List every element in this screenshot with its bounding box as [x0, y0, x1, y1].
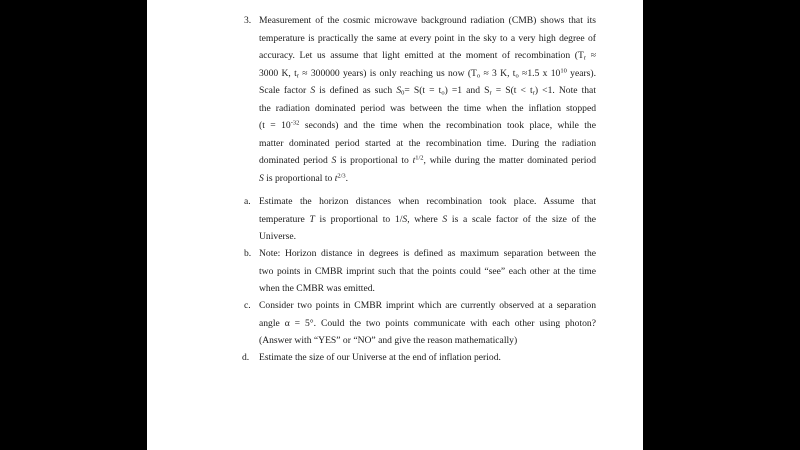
intro-line-9: dominated period S is proportional to $t^{1/2}$, while during the matter dominated period: [259, 154, 596, 166]
problem-intro: [259, 12, 596, 187]
subquestion-d-line-1: Estimate the size of our Universe at the end of inflation period.: [259, 352, 501, 363]
intro-line-6: the radiation dominated period was between the time when the inflation stopped: [259, 102, 596, 114]
intro-line-2: temperature is practically the same at every point in the sky to a very high degree of: [259, 32, 596, 44]
subquestion-a-line-1: Estimate the horizon distances when recombination took place. Assume that: [259, 196, 596, 207]
subquestion-b: [259, 245, 596, 298]
subquestion-d: [259, 349, 596, 367]
subquestion-a: [259, 193, 596, 246]
subquestion-b-line-2: two points in CMBR imprint such that the points could “see” each other at the time: [259, 265, 596, 277]
subquestion-a-line-3: Universe.: [259, 231, 297, 242]
subquestion-c-label: c.: [244, 300, 251, 311]
subquestion-c-line-2: angle α = 5°. Could the two points communicate with each other using photon?: [259, 317, 596, 329]
intro-line-5: Scale factor S is defined as such $S_0= S(t = t_o) =1$ and $S_r = S(t < t_r) <1$. Note that: [259, 85, 596, 97]
intro-line-1: Measurement of the cosmic microwave background radiation (CMB) shows that its: [259, 15, 596, 26]
intro-line-8: matter dominated period started at the recombination time. During the radiation: [259, 137, 596, 149]
subquestion-b-line-3: when the CMBR was emitted.: [259, 283, 375, 294]
subquestion-c: [259, 297, 596, 350]
subquestion-b-label: b.: [244, 248, 252, 259]
subquestion-b-line-1: Note: Horizon distance in degrees is defined as maximum separation between the: [259, 248, 596, 259]
subquestion-c-line-1: Consider two points in CMBR imprint which are currently observed at a separation: [259, 300, 596, 311]
subquestion-c-line-3: (Answer with “YES” or “NO” and give the reason mathematically): [259, 335, 518, 346]
intro-line-7: ($t = 10^{-32}$ seconds) and the time when the recombination took place, while the: [259, 119, 596, 131]
intro-line-4: 3000 K, $t_r \approx 300000$ years) is only reaching us now ($T_o \approx 3$ K, $t_o \approx 1.5$ x $10^{10}$ years).: [259, 67, 596, 79]
intro-line-10: S is proportional to $t^{2/3}$.: [259, 172, 349, 184]
subquestion-d-label: d.: [242, 352, 250, 363]
subquestion-a-line-2: temperature T is proportional to 1/S, where S is a scale factor of the size of the: [259, 213, 597, 225]
intro-line-3: accuracy. Let us assume that light emitted at the moment of recombination ($T_r$ ≈: [259, 50, 596, 62]
problem-number: 3.: [244, 15, 252, 26]
document-page: [147, 0, 643, 450]
subquestion-a-label: a.: [244, 196, 251, 207]
